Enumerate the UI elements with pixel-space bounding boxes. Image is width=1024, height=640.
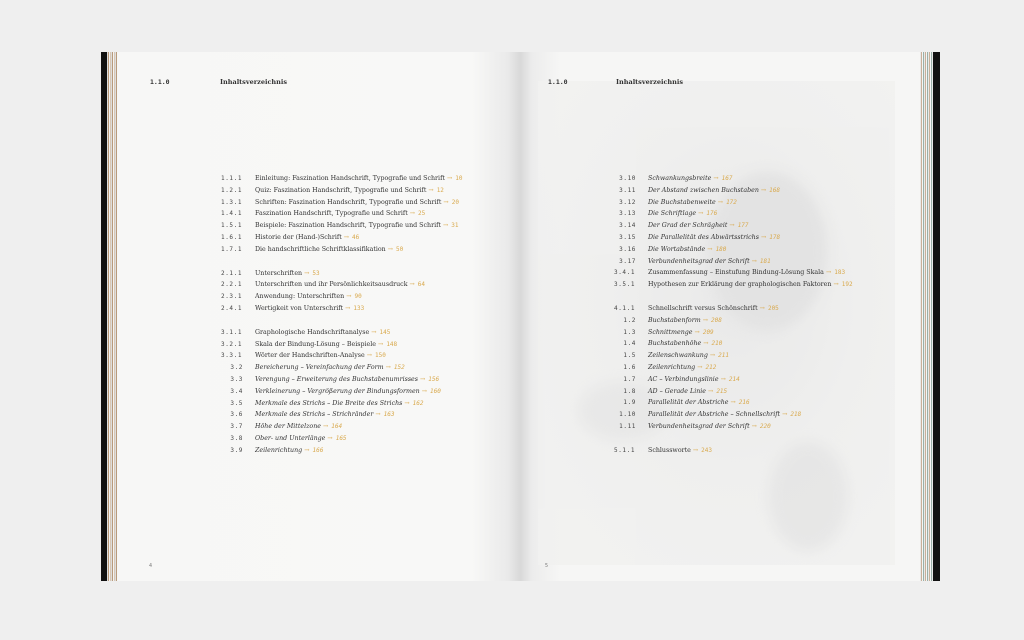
toc-entry-number: 1.3.1 [221,198,243,206]
toc-entry-number: 1.7.1 [221,245,243,253]
toc-entry-page: 168 [769,186,781,194]
toc-entry-number: 1.5.1 [221,222,243,230]
arrow-right-icon: → [366,352,372,360]
toc-entry-title-wrap [255,374,439,386]
toc-entry-page: 148 [386,340,398,348]
toc-entry-number: 3.1.1 [221,328,243,336]
arrow-right-icon: → [709,352,716,360]
toc-entry-title-wrap [648,362,716,374]
toc-entry-number: 3.2.1 [221,340,243,348]
toc-entry-page: 214 [728,375,740,383]
toc-entry-number: 3.2 [230,364,243,372]
arrow-right-icon: → [825,269,832,277]
toc-entry-number: 3.4 [230,387,243,395]
toc-entry-title-wrap [255,244,403,256]
right-page [520,52,920,581]
toc-entry-title-wrap [648,374,740,386]
arrow-right-icon: → [421,387,428,395]
toc-entry-title-wrap [648,327,714,339]
toc-entry-number: 1.9 [623,399,636,407]
toc-entry-title-wrap [648,232,780,244]
arrow-right-icon: → [409,281,415,289]
toc-entry-page: 243 [701,446,713,454]
arrow-right-icon: → [720,375,726,383]
toc-entry-number: 1.7 [623,375,636,383]
arrow-right-icon: → [442,222,449,230]
toc-entry-number: 1.2.1 [221,186,243,194]
toc-entry-number: 3.3.1 [221,352,243,360]
toc-entry-title: Buchstabenhöhe [648,340,702,348]
toc-entry-page: 172 [726,198,737,206]
toc-entry-page: 165 [335,434,347,442]
toc-entry-page: 162 [412,399,424,407]
toc-entry-title-wrap [255,421,342,433]
toc-entry-number: 3.10 [619,175,636,182]
toc-entry-title-wrap [648,279,853,291]
toc-entry-title: Schwankungsbreite [648,175,712,182]
toc-entry-number: 3.12 [619,198,636,206]
toc-entry-number: 3.7 [230,423,243,431]
toc-entry-title: Der Abstand zwischen Buchstaben [648,186,759,194]
toc-entry-page: 20 [451,198,459,206]
toc-entry-number: 1.10 [619,411,636,419]
toc-entry-page: 216 [738,399,750,407]
toc-entry-title-wrap [648,208,717,220]
toc-entry-title: Historie der (Hand-)Schrift [255,233,342,241]
toc-entry-title-wrap [648,338,722,350]
arrow-right-icon: → [759,304,765,312]
arrow-right-icon: → [327,434,333,442]
toc-entry-title-wrap [648,409,801,421]
arrow-right-icon: → [698,210,704,218]
toc-entry-title: Parallelität der Abstriche [648,399,729,407]
toc-entry-number: 3.15 [619,233,636,241]
toc-entry-title: Die Schriftlage [648,210,697,218]
left-page [117,52,520,581]
toc-entry-page: 210 [711,340,723,348]
toc-entry-page: 160 [430,387,441,395]
toc-entry-title-wrap [255,232,359,244]
toc-entry-page: 180 [715,245,727,253]
arrow-right-icon: → [371,328,377,336]
toc-entry-page: 181 [759,257,771,265]
toc-entry-page: 25 [418,210,426,218]
toc-entry-number: 1.4 [623,340,636,348]
toc-entry-title-wrap [648,185,780,197]
toc-entry-title-wrap [255,303,364,315]
arrow-right-icon: → [304,269,310,277]
toc-entry-title-wrap [648,303,779,315]
arrow-right-icon: → [707,245,713,253]
toc-entry-title-wrap [648,386,727,398]
toc-entry-page: 156 [428,375,440,383]
toc-entry-title-wrap [648,267,845,279]
toc-entry-number: 3.4.1 [614,269,636,277]
arrow-right-icon: → [375,411,381,419]
toc-entry-number: 1.6.1 [221,233,243,241]
toc-entry-number: 3.3 [230,375,243,383]
toc-entry-title: Schlussworte [648,446,691,454]
arrow-right-icon: → [760,233,767,241]
toc-entry-title: Merkmale des Strichs – Die Breite des Strichs [255,399,403,407]
toc-entry-title-wrap [255,279,425,291]
toc-entry-title: Schnellschrift versus Schönschrift [648,304,758,312]
toc-entry-title: Quiz: Faszination Handschrift, Typografie und Schrift [255,186,427,194]
toc-entry-title-wrap [255,220,458,232]
toc-entry-title: Der Grad der Schrägheit [648,222,728,230]
right-header-number: 1.1.0 [548,78,568,86]
toc-entry-title-wrap [255,409,394,421]
toc-entry-number: 3.6 [230,411,243,419]
toc-entry-number: 1.3 [623,328,636,336]
arrow-right-icon: → [751,257,757,265]
arrow-right-icon: → [323,423,329,431]
toc-entry-number: 3.5 [230,399,243,407]
arrow-right-icon: → [692,446,699,454]
toc-entry-page: 167 [721,175,733,182]
toc-entry-page: 133 [353,304,365,312]
toc-entry-title-wrap [648,350,729,362]
toc-entry-number: 1.4.1 [221,210,243,218]
arrow-right-icon: → [443,198,449,206]
toc-entry-title: Zusammenfassung – Einstufung Bindung-Lösung Skala [648,269,824,277]
toc-entry-title-wrap [648,445,712,457]
toc-entry-number: 1.5 [623,352,636,360]
toc-entry-title: Anwendung: Unterschriften [255,293,345,301]
arrow-right-icon: → [782,411,788,419]
toc-entry-number: 1.1.1 [221,175,243,182]
toc-entry-page: 53 [312,269,320,277]
toc-entry-title-wrap [648,421,771,433]
toc-entry-title: Wörter der Handschriften-Analyse [255,352,365,360]
toc-entry-page: 211 [718,352,730,360]
toc-entry-number: 3.11 [619,186,636,194]
toc-entry-number: 2.3.1 [221,293,243,301]
toc-entry-title-wrap [255,173,462,185]
toc-entry-page: 218 [790,411,802,419]
toc-entry-title: Die Parallelität des Abwärtsstrichs [648,233,759,241]
arrow-right-icon: → [428,186,434,194]
toc-entry-title: Verengung – Erweiterung des Buchstabenumrisses [255,375,419,383]
toc-entry-title-wrap [255,350,386,362]
toc-entry-title: Höhe der Mittelzone [255,423,321,431]
toc-entry-title: Die Buchstabenweite [648,198,716,206]
toc-entry-number: 1.8 [623,387,636,395]
toc-entry-title-wrap [255,291,362,303]
toc-entry-title: Beispiele: Faszination Handschrift, Typografie und Schrift [255,222,441,230]
toc-entry-title-wrap [255,185,444,197]
toc-entry-title-wrap [255,339,397,351]
toc-entry-title: Schriften: Faszination Handschrift, Typografie und Schrift [255,198,442,206]
toc-entry-title: Schnittmenge [648,328,693,336]
toc-entry-page: 164 [331,423,343,431]
toc-entry-page: 215 [716,387,728,395]
toc-entry-page: 220 [759,422,771,430]
toc-entry-title-wrap [255,197,459,209]
arrow-right-icon: → [409,210,416,218]
toc-entry-title: Unterschriften [255,269,303,277]
arrow-right-icon: → [387,245,394,253]
toc-entry-page: 50 [396,245,404,253]
toc-entry-page: 192 [841,281,853,289]
toc-entry-title-wrap [255,327,390,339]
toc-entry-title: Verkleinerung – Vergrößerung der Bindungsformen [255,387,420,395]
arrow-right-icon: → [345,304,351,312]
toc-entry-number: 3.16 [619,245,636,253]
toc-entry-title-wrap [648,256,771,268]
toc-entry-title-wrap [648,173,732,185]
toc-entry-title-wrap [255,433,347,445]
left-header-title: Inhaltsverzeichnis [220,78,288,86]
toc-entry-title-wrap [255,268,320,280]
arrow-right-icon: → [702,316,708,324]
toc-entry-number: 3.13 [619,210,636,218]
right-header-title: Inhaltsverzeichnis [616,78,684,86]
right-page-number: 5 [545,563,549,569]
arrow-right-icon: → [729,222,735,230]
toc-entry-title: Wertigkeit von Unterschrift [255,304,344,312]
arrow-right-icon: → [717,198,724,206]
toc-entry-title: Skala der Bindung-Lösung – Beispiele [255,340,377,348]
toc-entry-title: Parallelität der Abstriche – Schnellschrift [648,411,781,419]
arrow-right-icon: → [420,375,426,383]
toc-entry-title: Die Wortabstände [648,245,706,253]
toc-entry-number: 2.2.1 [221,281,243,289]
toc-entry-page: 90 [354,293,362,301]
toc-entry-title: Verbundenheitsgrad der Schrift [648,257,750,265]
toc-entry-page: 178 [769,233,781,241]
toc-entry-title-wrap [648,244,726,256]
toc-entry-title: Buchstabenform [648,316,701,324]
toc-entry-title: Die handschriftliche Schriftklassifikation [255,245,386,253]
toc-entry-title: Zeilenrichtung [255,446,303,454]
arrow-right-icon: → [346,293,352,301]
toc-entry-page: 163 [383,411,395,419]
arrow-right-icon: → [694,328,700,336]
page-stack-left [107,52,117,581]
toc-entry-page: 176 [706,210,718,218]
arrow-right-icon: → [697,363,703,371]
toc-entry-page: 12 [436,186,444,194]
toc-entry-page: 177 [737,222,749,230]
book-cover-edge-right [933,52,940,581]
toc-entry-title-wrap [255,445,323,457]
arrow-right-icon: → [751,422,757,430]
toc-entry-number: 3.14 [619,222,636,230]
toc-entry-title-wrap [648,197,737,209]
page-stack-right [920,52,933,581]
arrow-right-icon: → [343,233,350,241]
toc-entry-number: 4.1.1 [614,304,636,312]
arrow-right-icon: → [304,446,310,454]
toc-entry-title-wrap [648,397,750,409]
toc-entry-page: 31 [451,222,459,230]
toc-entry-page: 166 [312,446,324,454]
toc-entry-number: 3.9 [230,446,243,454]
toc-entry-title: Verbundenheitsgrad der Schrift [648,422,750,430]
toc-entry-title-wrap [648,315,722,327]
toc-entry-title: Unterschriften und ihr Persönlichkeitsausdruck [255,281,408,289]
left-header-number: 1.1.0 [150,78,170,86]
toc-entry-title-wrap [255,362,405,374]
arrow-right-icon: → [385,364,391,372]
toc-entry-number: 2.1.1 [221,269,243,277]
toc-entry-title: Einleitung: Faszination Handschrift, Typografie und Schrift [255,175,445,182]
toc-entry-title-wrap [648,220,749,232]
left-page-number: 4 [149,563,153,569]
toc-entry-title: Faszination Handschrift, Typografie und Schrift [255,210,408,218]
toc-entry-number: 3.17 [619,257,636,265]
arrow-right-icon: → [730,399,736,407]
toc-entry-page: 46 [352,233,360,241]
toc-entry-page: 205 [767,304,779,312]
toc-entry-title-wrap [255,386,441,398]
arrow-right-icon: → [760,186,767,194]
toc-entry-page: 152 [393,364,405,372]
toc-entry-title: Bereicherung – Vereinfachung der Form [255,364,384,372]
toc-entry-title: Merkmale des Strichs – Strichränder [255,411,374,419]
toc-entry-title: Zeilenrichtung [648,363,696,371]
arrow-right-icon: → [378,340,384,348]
arrow-right-icon: → [446,175,453,182]
arrow-right-icon: → [833,281,839,289]
toc-entry-page: 209 [702,328,714,336]
arrow-right-icon: → [713,175,719,182]
toc-entry-number: 3.8 [230,434,243,442]
toc-entry-number: 1.6 [623,363,636,371]
toc-entry-number: 2.4.1 [221,304,243,312]
toc-entry-number: 3.5.1 [614,281,636,289]
toc-entry-number: 1.2 [623,316,636,324]
toc-entry-page: 208 [710,316,722,324]
toc-entry-page: 212 [705,363,717,371]
toc-entry-page: 183 [834,269,846,277]
toc-entry-title: AD – Gerade Linie [648,387,707,395]
toc-entry-title-wrap [255,208,425,220]
toc-entry-page: 64 [417,281,426,289]
toc-entry-title-wrap [255,398,424,410]
toc-entry-title: Zeilenschwankung [648,352,708,360]
arrow-right-icon: → [708,387,714,395]
toc-entry-title: Hypothesen zur Erklärung der graphologischen Faktoren [648,281,832,289]
toc-entry-title: Ober- und Unterlänge [255,434,326,442]
arrow-right-icon: → [404,399,410,407]
toc-entry-title: Graphologische Handschriftanalyse [255,328,370,336]
toc-entry-number: 5.1.1 [614,446,636,454]
toc-entry-number: 1.11 [619,422,636,430]
toc-entry-page: 145 [379,328,391,336]
toc-entry-page: 10 [455,175,463,182]
arrow-right-icon: → [703,340,709,348]
toc-entry-page: 150 [375,352,386,360]
toc-entry-title: AC – Verbindungslinie [648,375,719,383]
